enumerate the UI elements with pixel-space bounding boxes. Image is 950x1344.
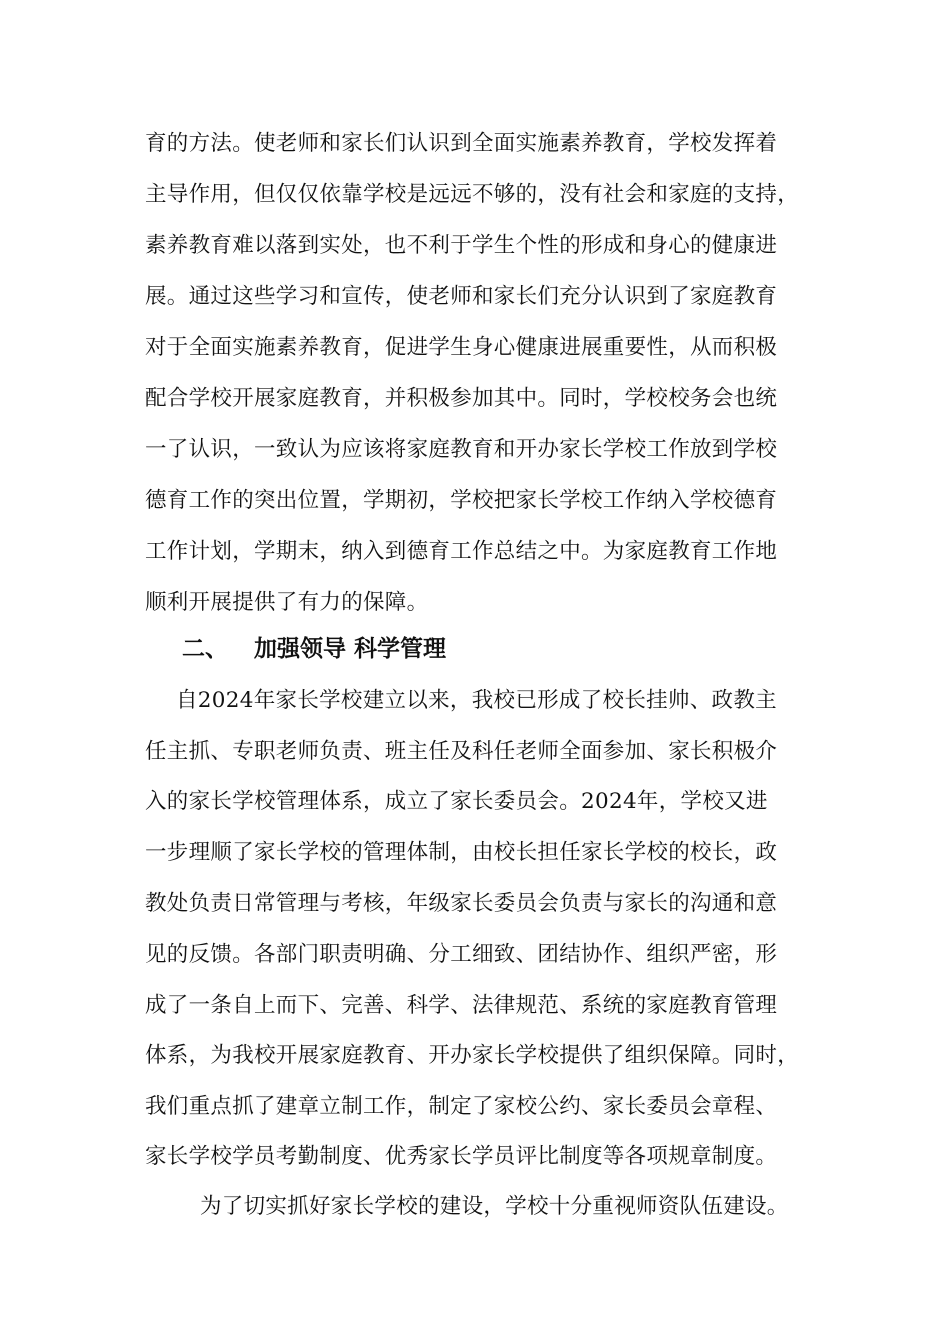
paragraph1-line: 主导作用，但仅仅依靠学校是远远不够的，没有社会和家庭的支持，: [145, 182, 800, 207]
paragraph2-line: 教处负责日常管理与考核，年级家长委员会负责与家长的沟通和意: [145, 891, 778, 916]
section-number: 二、: [182, 636, 228, 662]
paragraph2-line: 家长学校学员考勤制度、优秀家长学员评比制度等各项规章制度。: [145, 1144, 778, 1169]
paragraph1-line: 顺利开展提供了有力的保障。: [145, 590, 429, 615]
paragraph2-line: 见的反馈。各部门职责明确、分工细致、团结协作、组织严密，形: [145, 942, 778, 967]
paragraph2-line: 体系，为我校开展家庭教育、开办家长学校提供了组织保障。同时，: [145, 1043, 800, 1068]
paragraph1-line: 配合学校开展家庭教育，并积极参加其中。同时，学校校务会也统: [145, 386, 778, 411]
paragraph2-line: 我们重点抓了建章立制工作，制定了家校公约、家长委员会章程、: [145, 1094, 778, 1119]
paragraph1-line: 素养教育难以落到实处，也不利于学生个性的形成和身心的健康进: [145, 233, 778, 258]
paragraph1-line: 工作计划，学期末，纳入到德育工作总结之中。为家庭教育工作地: [145, 539, 778, 564]
paragraph2-line: 任主抓、专职老师负责、班主任及科任老师全面参加、家长积极介: [145, 739, 778, 764]
paragraph2-line: 一步理顺了家长学校的管理体制，由校长担任家长学校的校长，政: [145, 840, 778, 865]
paragraph1-line: 德育工作的突出位置，学期初，学校把家长学校工作纳入学校德育: [145, 488, 778, 513]
paragraph1-line: 育的方法。使老师和家长们认识到全面实施素养教育，学校发挥着: [145, 131, 778, 156]
paragraph3-line: 为了切实抓好家长学校的建设，学校十分重视师资队伍建设。: [200, 1194, 789, 1219]
paragraph2-line: 自2024年家长学校建立以来，我校已形成了校长挂帅、政教主: [176, 688, 777, 713]
paragraph1-line: 展。通过这些学习和宣传，使老师和家长们充分认识到了家庭教育: [145, 284, 778, 309]
section-heading: [182, 633, 446, 665]
section-title: 加强领导 科学管理: [254, 636, 447, 662]
paragraph1-line: 一了认识，一致认为应该将家庭教育和开办家长学校工作放到学校: [145, 437, 778, 462]
paragraph1-line: 对于全面实施素养教育，促进学生身心健康进展重要性，从而积极: [145, 335, 778, 360]
paragraph2-line: 成了一条自上而下、完善、科学、法律规范、系统的家庭教育管理: [145, 993, 778, 1018]
paragraph2-line: 入的家长学校管理体系，成立了家长委员会。2024年，学校又进: [145, 789, 768, 814]
